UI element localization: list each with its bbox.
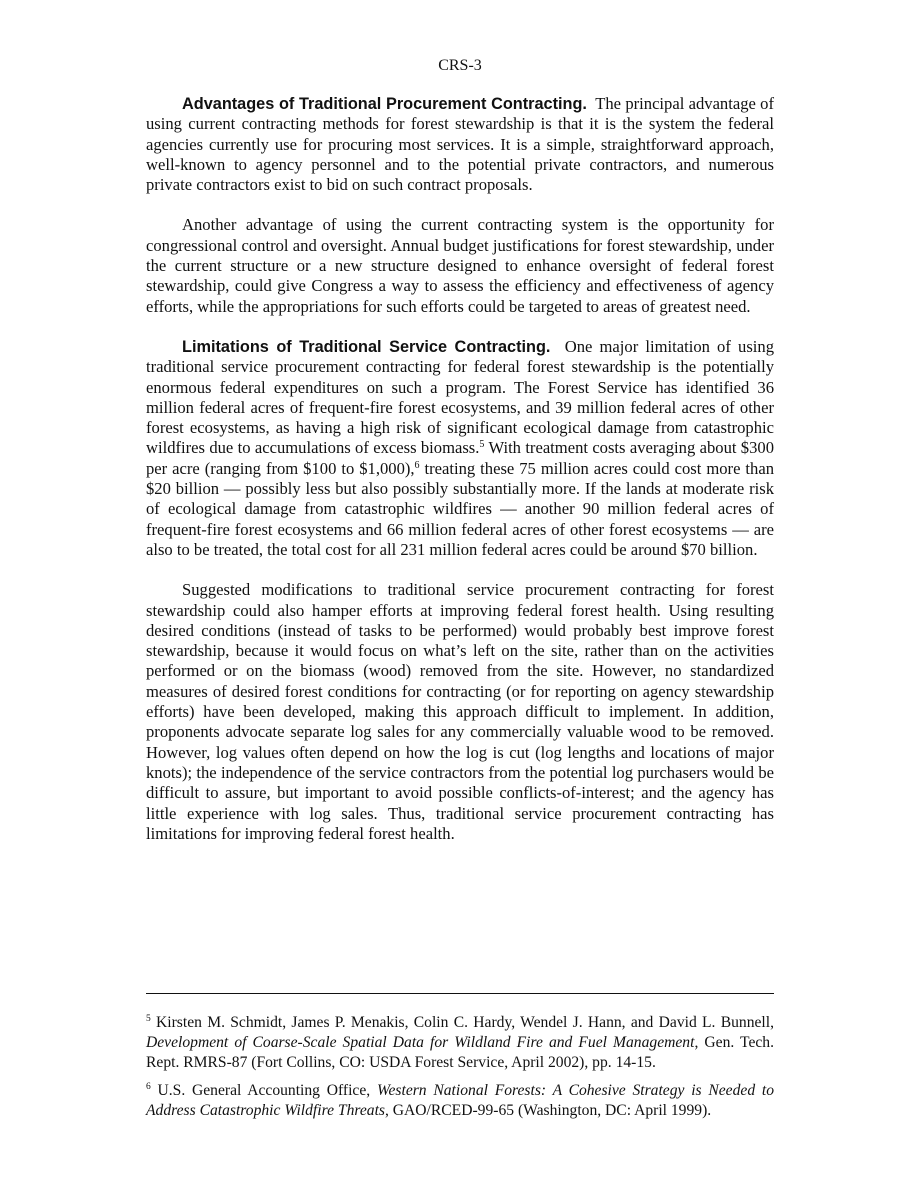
footnote-text: U.S. General Accounting Office, xyxy=(150,1082,377,1099)
paragraph-text: With treatment costs averaging about $300 per acre (ranging from $100 to $1,000), xyxy=(146,438,774,478)
paragraph-text: Another advantage of using the current contracting system is the opportunity for congressional control and oversight. Annual budget justifications for forest stewardship, under the current structure or a new structure designed to enhance oversight of federal forest stewardship, could give Congress a way to assess the efficiency and effectiveness of agency efforts, while the appropriations for such efforts could be targeted to areas of greatest need. xyxy=(146,215,774,316)
footnote-ref-5[interactable]: 5 xyxy=(479,439,485,451)
paragraph-text: Suggested modifications to traditional service procurement contracting for forest stewardship could also hamper efforts at improving federal forest health. Using resulting desired conditions (instead of tasks to be performed) would probably best improve forest stewardship, because it would focus on what’s left on the site, rather than on the activities performed or on the biomass (wood) removed from the site. However, no standardized measures of desired forest conditions for contracting (or for reporting on agency stewardship efforts) have been developed, making this approach difficult to implement. In addition, proponents advocate separate log sales for any commercially valuable wood to be removed. However, log values often depend on how the log is cut (log lengths and locations of major knots); the independence of the service contractors from the potential log purchasers would be difficult to assure, but important to avoid possible conflicts-of-interest; and the agency has little experience with log sales. Thus, traditional service procurement contracting has limitations for improving federal forest health. xyxy=(146,580,774,843)
footnote-title: Western National Forests: A Cohesive Strategy is Needed to Address Catastrophic Wildfire Threats xyxy=(146,1082,774,1119)
section-heading-limitations: Limitations of Traditional Service Contracting. xyxy=(182,337,551,356)
paragraph-advantages-procurement xyxy=(146,94,774,195)
paragraph-suggested-modifications xyxy=(146,580,774,844)
footnote-number: 5 xyxy=(146,1014,151,1024)
paragraph-text: One major limitation of using traditional service procurement contracting for federal forest stewardship is the potentially enormous federal expenditures on such a program. The Forest Service has identified 36 million federal acres of frequent-fire forest ecosystems, and 39 million federal acres of other forest ecosystems, as having a high risk of significant ecological damage from catastrophic wildfires due to accumulations of excess biomass. xyxy=(146,336,774,458)
paragraph-limitations-service-contracting xyxy=(146,337,774,560)
page-header: CRS-3 xyxy=(438,57,482,74)
footnote-number: 6 xyxy=(146,1082,151,1092)
footnotes xyxy=(146,1013,774,1129)
footnote-title: Development of Coarse-Scale Spatial Data for Wildland Fire and Fuel Management xyxy=(146,1034,695,1051)
paragraph-text: The principal advantage of using current contracting methods for forest stewardship is that it is the system the federal agencies currently use for procuring most services. It is a simple, straightforward approach, well-known to agency personnel and to the potential private contractors, and numerous private contractors exist to bid on such contract proposals. xyxy=(146,94,774,195)
footnote-5 xyxy=(146,1013,774,1073)
footnote-text: , Gen. Tech. Rept. RMRS-87 (Fort Collins, CO: USDA Forest Service, April 2002), pp. 14-15. xyxy=(146,1034,775,1071)
paragraph-text: treating these 75 million acres could cost more than $20 billion — possibly less but also possibly substantially more. If the lands at moderate risk of ecological damage from catastrophic wildfires — another 90 million federal acres of frequent-fire forest ecosystems and 66 million federal acres of other forest ecosystems — are also to be treated, the total cost for all 231 million federal acres could be around $70 billion. xyxy=(146,458,774,559)
paragraph-congressional-oversight xyxy=(146,215,774,316)
body-text xyxy=(146,94,774,864)
section-heading-advantages: Advantages of Traditional Procurement Contracting. xyxy=(182,95,587,113)
footnote-ref-6[interactable]: 6 xyxy=(414,459,420,471)
footnote-text: , GAO/RCED-99-65 (Washington, DC: April 1999). xyxy=(384,1102,712,1119)
footnote-text: Kirsten M. Schmidt, James P. Menakis, Colin C. Hardy, Wendel J. Hann, and David L. Bunnell, xyxy=(150,1014,774,1031)
footnote-divider xyxy=(146,993,774,994)
footnote-6 xyxy=(146,1081,774,1121)
